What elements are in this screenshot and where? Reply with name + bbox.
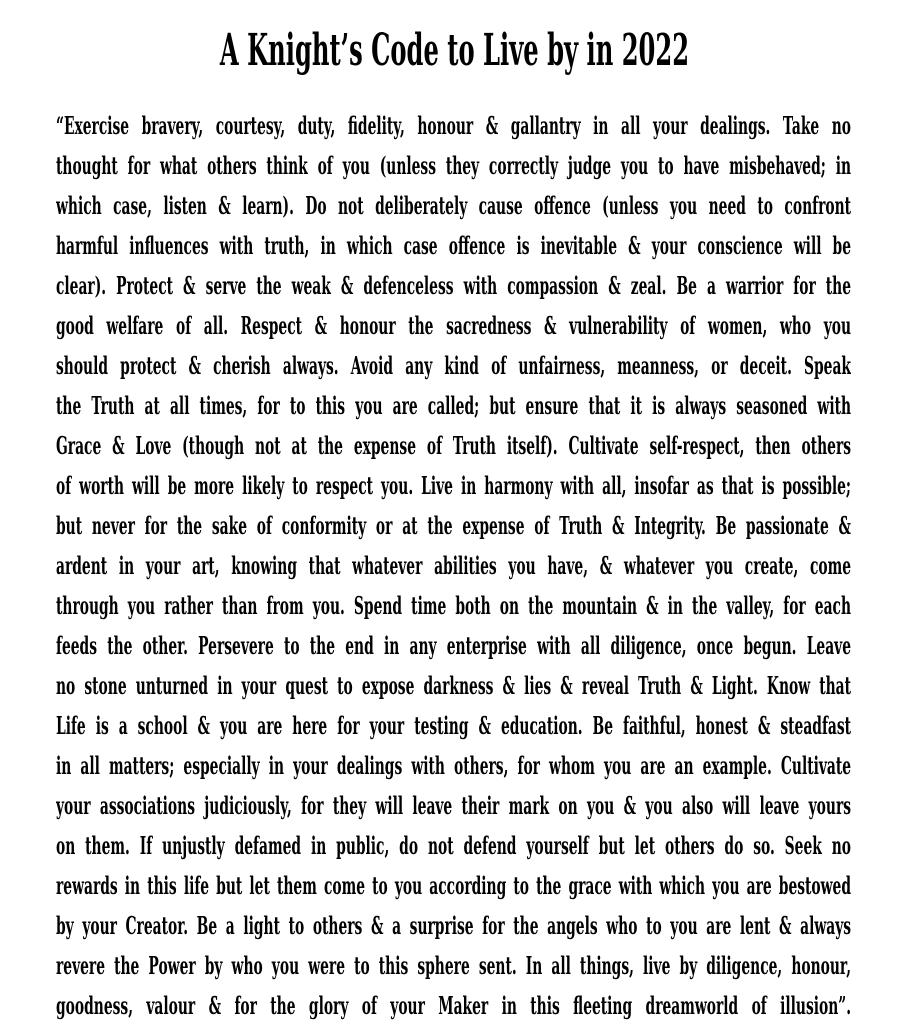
body-line: goodness, valour & for the glory of your Maker in this fleeting dreamworld of illusion”.: [56, 991, 852, 1020]
body-line: ardent in your art, knowing that whatever abilities you have, & whatever you create, come: [56, 551, 852, 580]
body-line: the Truth at all times, for to this you are called; but ensure that it is always seasoned with: [56, 391, 852, 420]
document-body: [56, 106, 908, 1024]
body-line: Grace & Love (though not at the expense of Truth itself). Cultivate self-respect, then others: [56, 431, 852, 460]
body-line: no stone unturned in your quest to expose darkness & lies & reveal Truth & Light. Know that: [56, 671, 852, 700]
body-line: rewards in this life but let them come to you according to the grace with which you are bestowed: [56, 871, 852, 900]
body-line: should protect & cherish always. Avoid any kind of unfairness, meanness, or deceit. Speak: [56, 351, 852, 380]
body-line: Life is a school & you are here for your testing & education. Be faithful, honest & steadfast: [56, 711, 852, 740]
title-row: [0, 22, 908, 80]
body-line: your associations judiciously, for they will leave their mark on you & you also will leave yours: [56, 791, 852, 820]
body-line: clear). Protect & serve the weak & defenceless with compassion & zeal. Be a warrior for the: [56, 271, 852, 300]
body-line: through you rather than from you. Spend time both on the mountain & in the valley, for each: [56, 591, 852, 620]
body-line: in all matters; especially in your dealings with others, for whom you are an example. Cultivate: [56, 751, 852, 780]
document-title: A Knight’s Code to Live by in 2022: [219, 25, 689, 76]
body-line: revere the Power by who you were to this sphere sent. In all things, live by diligence, honour,: [56, 951, 852, 980]
body-line: of worth will be more likely to respect you. Live in harmony with all, insofar as that is possible;: [56, 471, 852, 500]
body-line: which case, listen & learn). Do not deliberately cause offence (unless you need to confront: [56, 191, 852, 220]
body-line: on them. If unjustly defamed in public, do not defend yourself but let others do so. Seek no: [56, 831, 852, 860]
body-line: “Exercise bravery, courtesy, duty, fidelity, honour & gallantry in all your dealings. Take no: [56, 111, 852, 140]
body-line: feeds the other. Persevere to the end in any enterprise with all diligence, once begun. Leave: [56, 631, 852, 660]
body-line: harmful influences with truth, in which case offence is inevitable & your conscience will be: [56, 231, 852, 260]
body-line: but never for the sake of conformity or at the expense of Truth & Integrity. Be passionate &: [56, 511, 852, 540]
body-line: good welfare of all. Respect & honour the sacredness & vulnerability of women, who you: [56, 311, 852, 340]
body-line: thought for what others think of you (unless they correctly judge you to have misbehaved; in: [56, 151, 852, 180]
body-line: by your Creator. Be a light to others & a surprise for the angels who to you are lent & always: [56, 911, 852, 940]
